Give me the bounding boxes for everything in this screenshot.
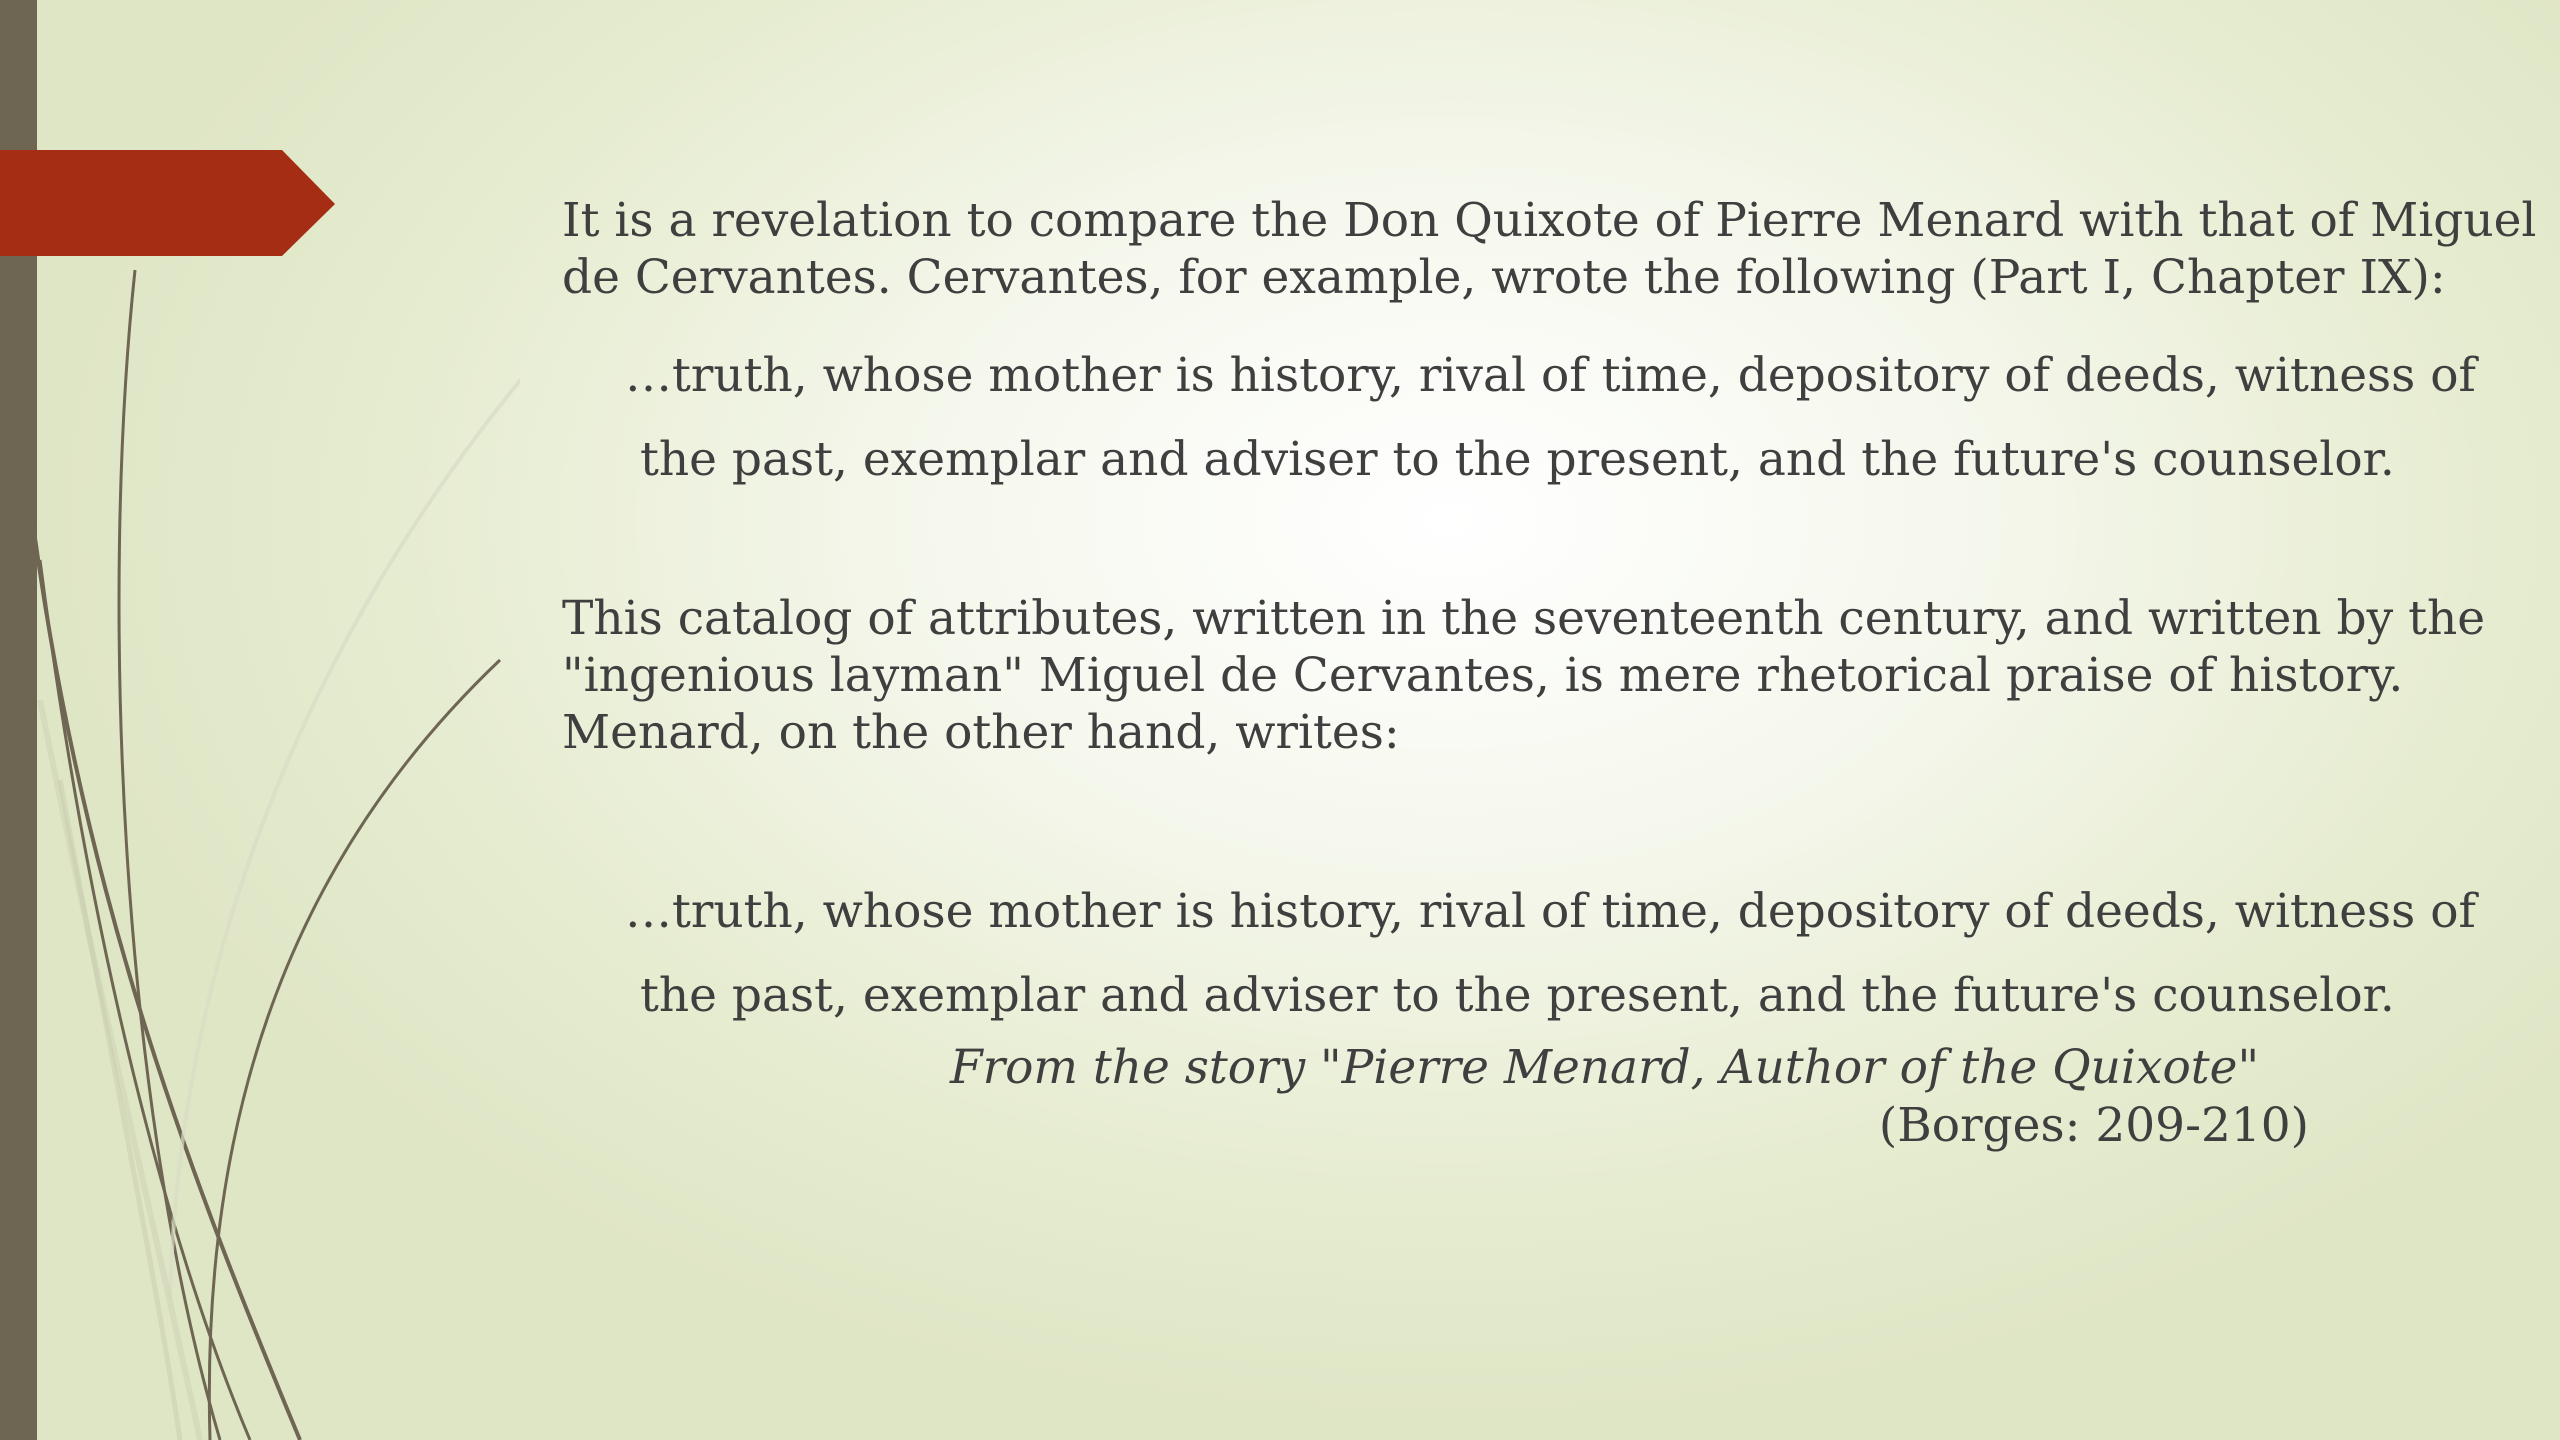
commentary-line-1: This catalog of attributes, written in the seventeenth century, and written by the — [562, 591, 2486, 646]
intro-paragraph — [562, 192, 2536, 306]
source-attribution: From the story "Pierre Menard, Author of the Quixote" — [950, 1040, 2260, 1095]
intro-line-1: It is a revelation to compare the Don Quixote of Pierre Menard with that of Miguel — [562, 193, 2537, 248]
menard-quote-line-1: …truth, whose mother is history, rival of time, depository of deeds, witness of — [625, 884, 2476, 939]
citation: (Borges: 209-210) — [1878, 1098, 2309, 1153]
menard-quote — [625, 870, 2476, 1038]
menard-quote-line-2: the past, exemplar and adviser to the present, and the future's counselor. — [640, 968, 2395, 1023]
accent-tab-arrow — [0, 150, 340, 258]
cervantes-quote — [625, 334, 2476, 502]
intro-line-2: de Cervantes. Cervantes, for example, wrote the following (Part I, Chapter IX): — [562, 250, 2446, 305]
cervantes-quote-line-1: …truth, whose mother is history, rival of time, depository of deeds, witness of — [625, 348, 2476, 403]
commentary-line-3: Menard, on the other hand, writes: — [562, 705, 1400, 760]
cervantes-quote-line-2: the past, exemplar and adviser to the present, and the future's counselor. — [640, 432, 2395, 487]
commentary-line-2: "ingenious layman" Miguel de Cervantes, is mere rhetorical praise of history. — [562, 648, 2404, 703]
commentary-paragraph — [562, 590, 2485, 761]
